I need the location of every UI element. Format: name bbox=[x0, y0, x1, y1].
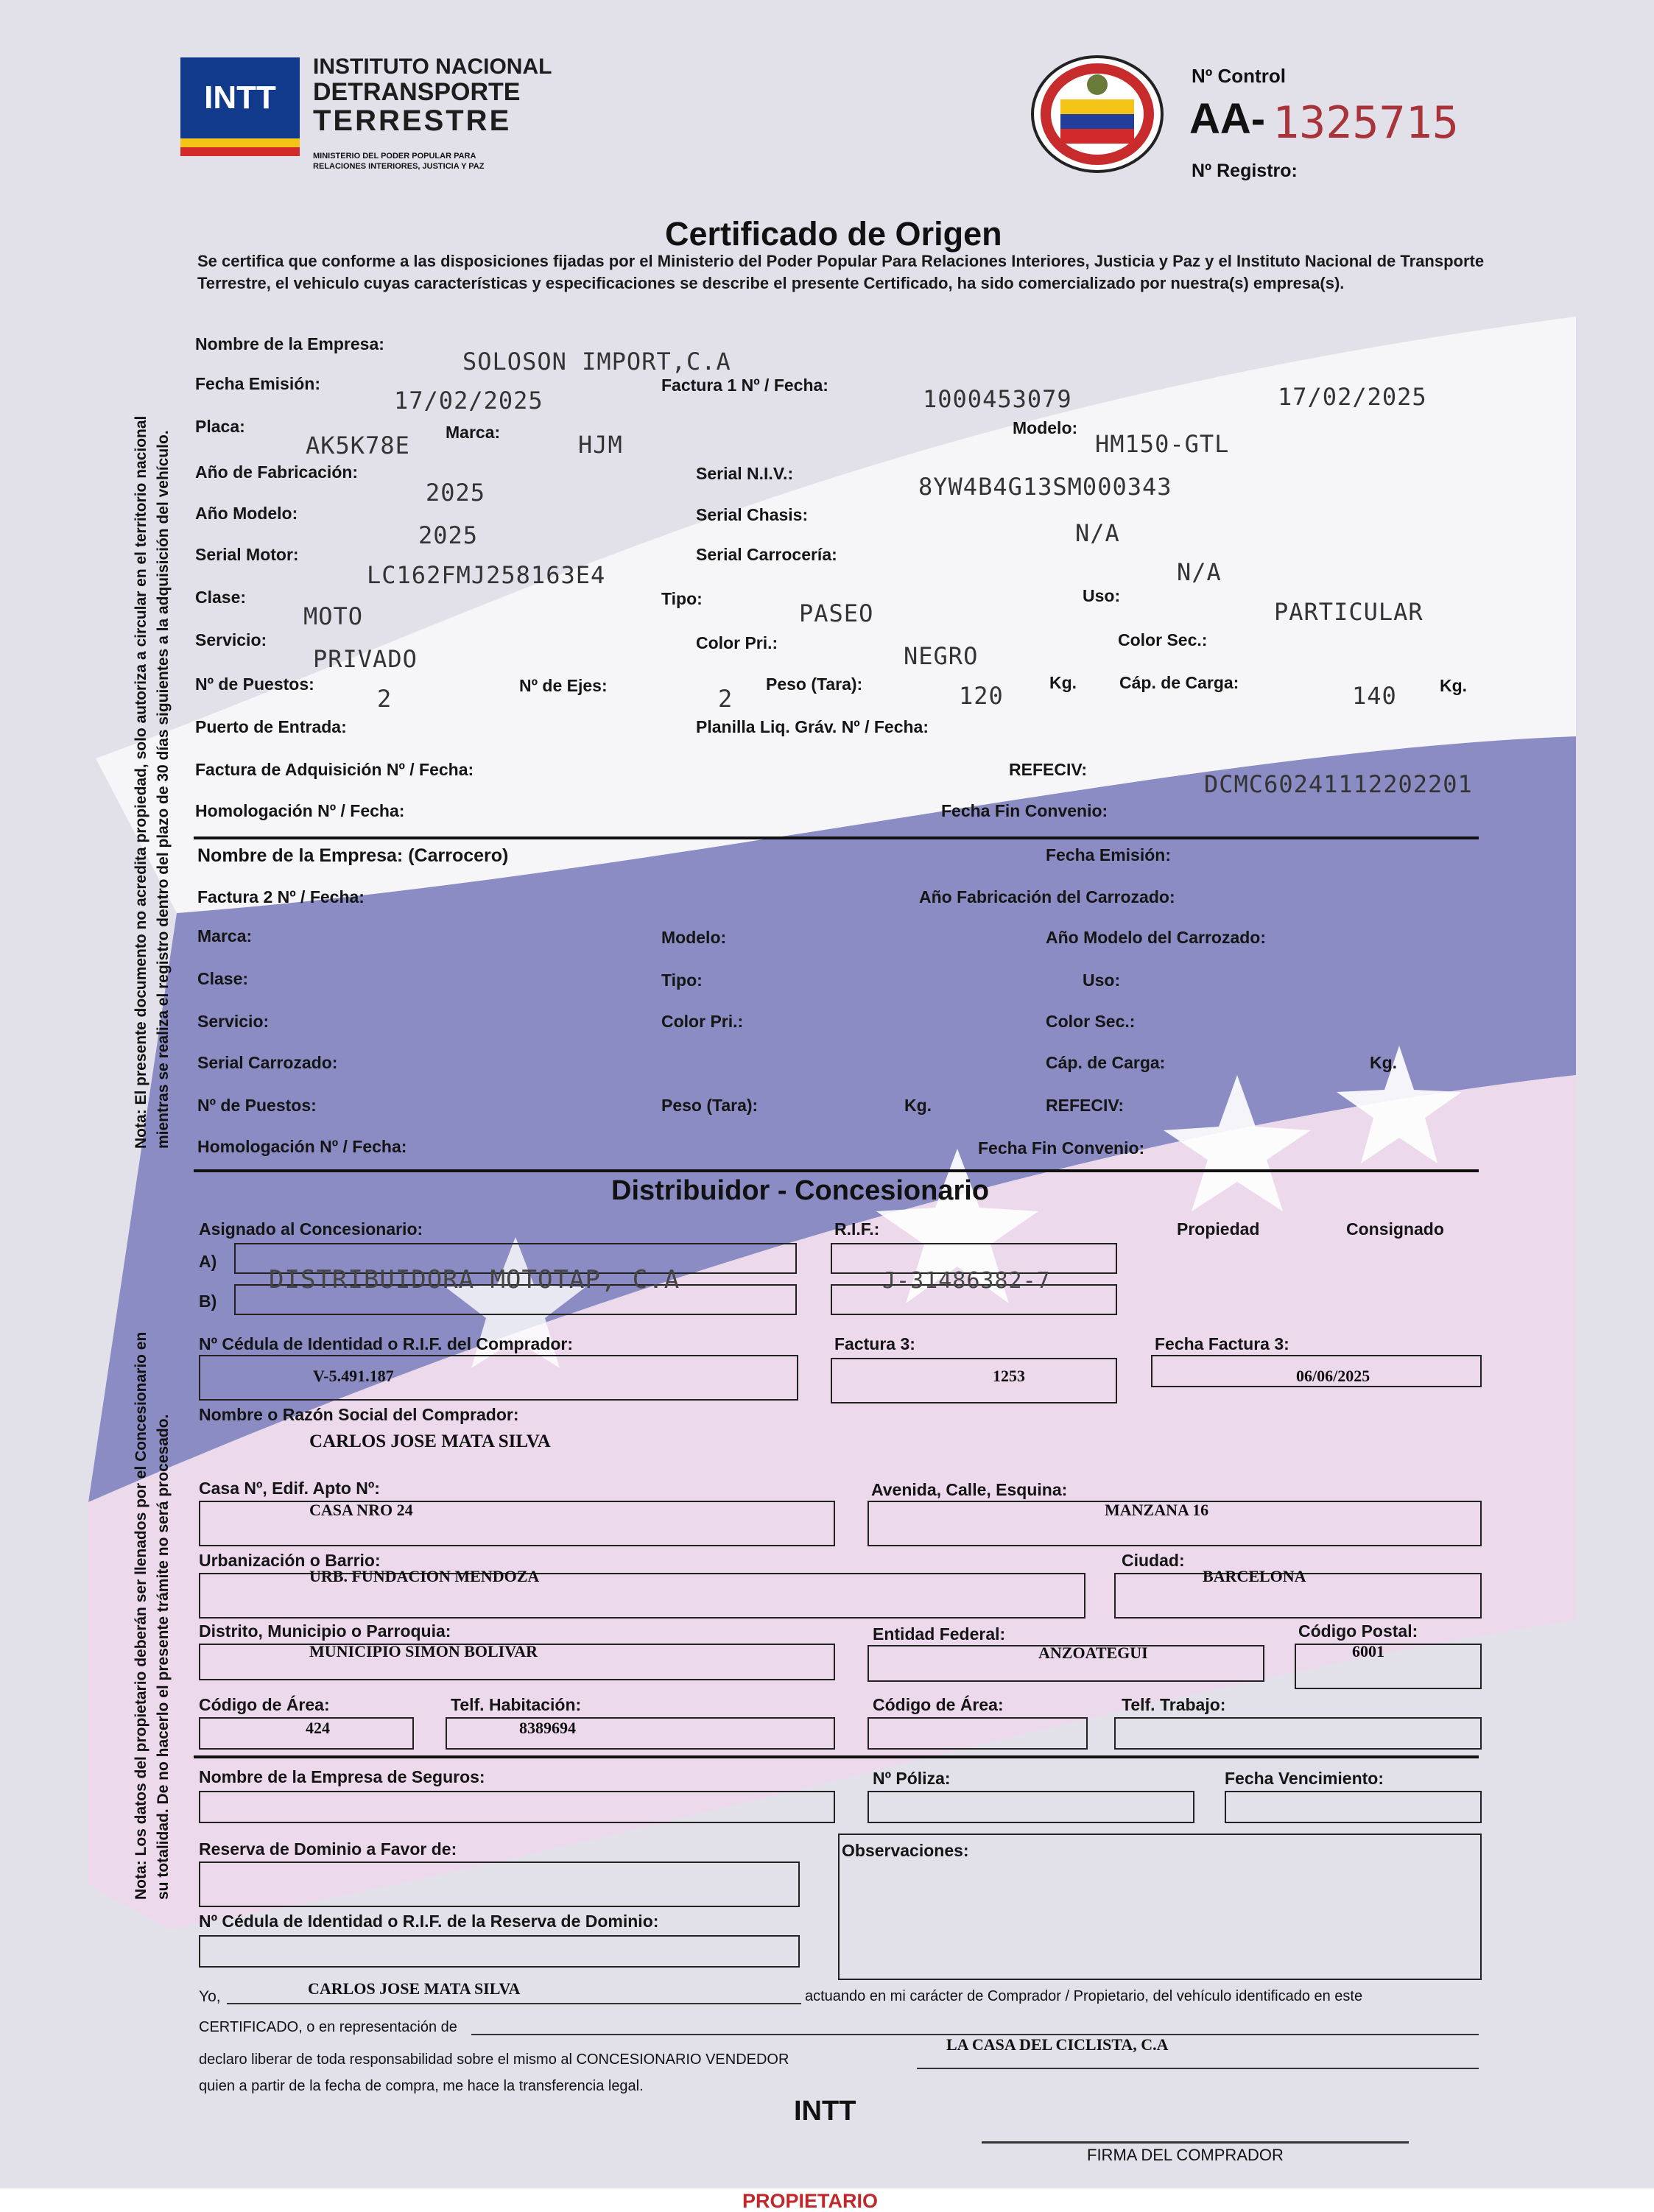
label-tipo: Tipo: bbox=[661, 589, 703, 608]
intt-logo: INTT bbox=[180, 57, 300, 138]
label-serial-carrozado: Serial Carrozado: bbox=[197, 1053, 338, 1072]
label-distrito: Distrito, Municipio o Parroquia: bbox=[199, 1621, 451, 1641]
value-serial-carroceria: N/A bbox=[1177, 558, 1222, 586]
copy-label: PROPIETARIO bbox=[742, 2190, 879, 2212]
label-carrocero-anio-fab: Año Fabricación del Carrozado: bbox=[919, 887, 1175, 906]
label-uso: Uso: bbox=[1083, 586, 1121, 605]
label-ciudad: Ciudad: bbox=[1122, 1551, 1185, 1570]
label-seguros: Nombre de la Empresa de Seguros: bbox=[199, 1767, 485, 1786]
value-servicio: PRIVADO bbox=[313, 645, 418, 673]
value-peso: 120 bbox=[959, 682, 1004, 710]
value-telf-hab: 8389694 bbox=[519, 1719, 576, 1737]
value-serial-chasis: N/A bbox=[1075, 519, 1120, 547]
label-telf-trab: Telf. Trabajo: bbox=[1122, 1695, 1226, 1714]
field-seguros[interactable] bbox=[199, 1791, 835, 1823]
document-title: Certificado de Origen bbox=[665, 215, 1002, 253]
label-carrocero-color-sec: Color Sec.: bbox=[1046, 1012, 1136, 1031]
line-firma bbox=[982, 2141, 1409, 2144]
label-puestos: Nº de Puestos: bbox=[195, 674, 314, 694]
label-codigo-postal: Código Postal: bbox=[1298, 1621, 1418, 1641]
intro-paragraph: Se certifica que conforme a las disposiciones fijadas por el Ministerio del Poder Popular Para Relaciones Interiores, Justicia y Paz y el Instituto Nacional de Transporte Terrestre, el vehiculo cuyas características y especificaciones se describe el presente Certificado, ha sido comercializado por nuestra(s) empresa(s). bbox=[197, 252, 1485, 292]
field-codigo-postal[interactable] bbox=[1295, 1644, 1482, 1689]
label-carrocero-fecha-emision: Fecha Emisión: bbox=[1046, 845, 1171, 864]
label-poliza: Nº Póliza: bbox=[873, 1769, 951, 1788]
label-carrocero-empresa: Nombre de la Empresa: (Carrocero) bbox=[197, 845, 509, 866]
value-distrito: MUNICIPIO SIMON BOLIVAR bbox=[309, 1642, 538, 1660]
field-cod-area-2[interactable] bbox=[868, 1717, 1088, 1750]
label-carrocero-cap-carga: Cáp. de Carga: bbox=[1046, 1053, 1166, 1072]
value-serial-niv: 8YW4B4G13SM000343 bbox=[918, 473, 1172, 501]
org-line-3: TERRESTRE bbox=[313, 105, 512, 137]
label-homologacion: Homologación Nº / Fecha: bbox=[195, 801, 405, 820]
value-clase: MOTO bbox=[303, 602, 364, 630]
label-carrocero-fecha-fin: Fecha Fin Convenio: bbox=[978, 1138, 1145, 1158]
declaration-line2: CERTIFICADO, o en representación de bbox=[199, 2019, 457, 2035]
label-carrocero-servicio: Servicio: bbox=[197, 1012, 270, 1031]
label-reserva: Reserva de Dominio a Favor de: bbox=[199, 1839, 457, 1859]
control-label: Nº Control bbox=[1192, 65, 1286, 87]
control-number: 1325715 bbox=[1273, 97, 1459, 149]
dealer-heading: Distribuidor - Concesionario bbox=[611, 1175, 990, 1206]
value-urbanizacion: URB. FUNDACION MENDOZA bbox=[309, 1567, 540, 1585]
label-cedula-comprador: Nº Cédula de Identidad o R.I.F. del Comprador: bbox=[199, 1334, 574, 1353]
label-carrocero-refeciv: REFECIV: bbox=[1046, 1096, 1125, 1115]
label-carrocero-modelo: Modelo: bbox=[661, 928, 727, 947]
label-carrocero-kg-peso: Kg. bbox=[904, 1096, 932, 1115]
value-placa: AK5K78E bbox=[306, 432, 410, 459]
declaration-line4: quien a partir de la fecha de compra, me hace la transferencia legal. bbox=[199, 2078, 644, 2094]
field-factura3[interactable] bbox=[831, 1358, 1117, 1403]
label-rif: R.I.F.: bbox=[834, 1219, 880, 1239]
label-serial-motor: Serial Motor: bbox=[195, 545, 299, 564]
label-anio-modelo: Año Modelo: bbox=[195, 504, 298, 523]
value-fecha-emision: 17/02/2025 bbox=[394, 387, 543, 415]
label-firma: FIRMA DEL COMPRADOR bbox=[1087, 2146, 1284, 2164]
label-empresa: Nombre de la Empresa: bbox=[195, 334, 384, 353]
value-uso: PARTICULAR bbox=[1274, 598, 1424, 626]
label-cod-area-2: Código de Área: bbox=[873, 1695, 1004, 1714]
label-refeciv: REFECIV: bbox=[1009, 760, 1088, 779]
line-yo bbox=[227, 2003, 801, 2004]
label-fecha-factura3: Fecha Factura 3: bbox=[1155, 1334, 1289, 1353]
ministry-line-1: MINISTERIO DEL PODER POPULAR PARA bbox=[313, 152, 476, 161]
label-carrocero-anio-modelo: Año Modelo del Carrozado: bbox=[1046, 928, 1266, 947]
footer-intt: INTT bbox=[794, 2096, 856, 2127]
label-fecha-venc: Fecha Vencimiento: bbox=[1225, 1769, 1384, 1788]
field-casa[interactable] bbox=[199, 1501, 835, 1546]
label-planilla: Planilla Liq. Gráv. Nº / Fecha: bbox=[696, 717, 929, 736]
label-cap-carga: Cáp. de Carga: bbox=[1119, 673, 1239, 692]
side-note-bottom-line2: su totalidad. De no hacerlo el presente trámite no será procesado. bbox=[155, 1414, 172, 1900]
label-fecha-fin: Fecha Fin Convenio: bbox=[941, 801, 1108, 820]
value-factura1-fecha: 17/02/2025 bbox=[1278, 383, 1427, 411]
value-anio-modelo: 2025 bbox=[418, 521, 479, 549]
field-cedula-reserva[interactable] bbox=[199, 1935, 800, 1968]
label-carrocero-kg-carga: Kg. bbox=[1370, 1053, 1398, 1072]
label-urbanizacion: Urbanización o Barrio: bbox=[199, 1551, 381, 1570]
label-kg-carga: Kg. bbox=[1440, 676, 1468, 695]
value-factura1-num: 1000453079 bbox=[923, 385, 1072, 413]
value-concesionario: DISTRIBUIDORA MOTOTAP, C.A bbox=[269, 1265, 680, 1295]
value-anio-fab: 2025 bbox=[426, 479, 486, 507]
label-asignado: Asignado al Concesionario: bbox=[199, 1219, 423, 1239]
label-marca: Marca: bbox=[446, 423, 501, 442]
label-fecha-emision: Fecha Emisión: bbox=[195, 374, 320, 393]
value-tipo: PASEO bbox=[799, 599, 874, 627]
label-clase: Clase: bbox=[195, 588, 247, 607]
label-placa: Placa: bbox=[195, 417, 245, 436]
label-servicio: Servicio: bbox=[195, 630, 267, 649]
label-row-b: B) bbox=[199, 1292, 217, 1311]
value-cap-carga: 140 bbox=[1352, 682, 1397, 710]
label-color-pri: Color Pri.: bbox=[696, 633, 778, 652]
value-puestos: 2 bbox=[377, 685, 393, 713]
side-note-bottom-line1: Nota: Los datos del propietario deberán ser llenados por el Concesionario en bbox=[133, 1331, 149, 1900]
label-carrocero-homologacion: Homologación Nº / Fecha: bbox=[197, 1137, 407, 1156]
label-telf-hab: Telf. Habitación: bbox=[451, 1695, 582, 1714]
seal-emblem bbox=[1027, 52, 1167, 177]
label-yo: Yo, bbox=[199, 1988, 221, 2005]
field-reserva[interactable] bbox=[199, 1861, 800, 1907]
label-carrocero-puestos: Nº de Puestos: bbox=[197, 1096, 317, 1115]
logo-stripe-yellow bbox=[180, 138, 300, 147]
field-telf-trab[interactable] bbox=[1114, 1717, 1482, 1750]
divider-3 bbox=[194, 1755, 1479, 1758]
value-comprador: CARLOS JOSE MATA SILVA bbox=[309, 1431, 551, 1451]
value-modelo: HM150-GTL bbox=[1095, 430, 1230, 458]
logo-stripe-red bbox=[180, 147, 300, 156]
label-factura1: Factura 1 Nº / Fecha: bbox=[661, 376, 828, 395]
label-row-a: A) bbox=[199, 1252, 217, 1271]
label-carrocero-marca: Marca: bbox=[197, 926, 253, 945]
declaration-line1: actuando en mi carácter de Comprador / Propietario, del vehículo identificado en este bbox=[805, 1988, 1363, 2004]
label-carrocero-uso: Uso: bbox=[1083, 971, 1121, 990]
value-cod-area: 424 bbox=[306, 1719, 330, 1737]
value-serial-motor: LC162FMJ258163E4 bbox=[367, 561, 606, 589]
value-factura3: 1253 bbox=[993, 1367, 1025, 1385]
label-factura3: Factura 3: bbox=[834, 1334, 915, 1353]
label-carrocero-clase: Clase: bbox=[197, 969, 249, 988]
value-ejes: 2 bbox=[718, 685, 733, 713]
field-observaciones[interactable] bbox=[838, 1834, 1482, 1980]
ministry-line-2: RELACIONES INTERIORES, JUSTICIA Y PAZ bbox=[313, 162, 485, 171]
value-marca: HJM bbox=[578, 431, 623, 459]
side-note-top-line1: Nota: El presente documento no acredita propiedad, solo autoriza a circular en el territorio nacional bbox=[133, 415, 149, 1149]
value-cedula: V-5.491.187 bbox=[313, 1367, 394, 1385]
value-color-pri: NEGRO bbox=[904, 642, 979, 670]
declaration-line3: declaro liberar de toda responsabilidad sobre el mismo al CONCESIONARIO VENDEDOR bbox=[199, 2051, 789, 2068]
label-ejes: Nº de Ejes: bbox=[519, 676, 608, 695]
value-casa: CASA NRO 24 bbox=[309, 1501, 413, 1519]
divider-1 bbox=[194, 836, 1479, 839]
label-carrocero-tipo: Tipo: bbox=[661, 971, 703, 990]
org-line-1: INSTITUTO NACIONAL bbox=[313, 54, 552, 79]
field-fecha-venc[interactable] bbox=[1225, 1791, 1482, 1823]
line-vendedor bbox=[917, 2068, 1479, 2069]
label-serial-chasis: Serial Chasis: bbox=[696, 505, 809, 524]
label-avenida: Avenida, Calle, Esquina: bbox=[871, 1480, 1068, 1499]
value-empresa: SOLOSON IMPORT,C.A bbox=[462, 348, 731, 376]
label-factura-adq: Factura de Adquisición Nº / Fecha: bbox=[195, 760, 474, 779]
label-serial-niv: Serial N.I.V.: bbox=[696, 464, 794, 483]
org-line-2: DETRANSPORTE bbox=[313, 78, 521, 106]
label-consignado: Consignado bbox=[1346, 1219, 1444, 1239]
label-observaciones: Observaciones: bbox=[842, 1841, 969, 1860]
value-rif: J-31486382-7 bbox=[882, 1268, 1051, 1294]
label-cod-area-1: Código de Área: bbox=[199, 1695, 330, 1714]
label-entidad: Entidad Federal: bbox=[873, 1624, 1006, 1644]
value-refeciv: DCMC60241112202201 bbox=[1204, 770, 1473, 798]
value-vendedor: LA CASA DEL CICLISTA, C.A bbox=[946, 2035, 1169, 2054]
value-yo: CARLOS JOSE MATA SILVA bbox=[308, 1979, 521, 1998]
value-entidad: ANZOATEGUI bbox=[1038, 1644, 1148, 1662]
registro-label: Nº Registro: bbox=[1192, 161, 1298, 181]
field-telf-hab[interactable] bbox=[446, 1717, 835, 1750]
field-cedula-comprador[interactable] bbox=[199, 1355, 798, 1401]
label-modelo: Modelo: bbox=[1013, 418, 1078, 437]
value-codigo-postal: 6001 bbox=[1352, 1642, 1384, 1660]
value-ciudad: BARCELONA bbox=[1203, 1567, 1306, 1585]
label-propiedad: Propiedad bbox=[1177, 1219, 1260, 1239]
label-cedula-reserva: Nº Cédula de Identidad o R.I.F. de la Reserva de Dominio: bbox=[199, 1912, 659, 1931]
value-avenida: MANZANA 16 bbox=[1105, 1501, 1209, 1519]
label-carrocero-peso: Peso (Tara): bbox=[661, 1096, 759, 1115]
side-note-top-line2: mientras se realiza el registro dentro del plazo de 30 días siguientes a la adquisición del vehículo. bbox=[155, 430, 172, 1149]
value-fecha-factura3: 06/06/2025 bbox=[1296, 1367, 1370, 1385]
label-anio-fab: Año de Fabricación: bbox=[195, 462, 359, 482]
label-factura2: Factura 2 Nº / Fecha: bbox=[197, 887, 365, 906]
label-kg-peso: Kg. bbox=[1049, 673, 1077, 692]
field-poliza[interactable] bbox=[868, 1791, 1194, 1823]
label-peso: Peso (Tara): bbox=[766, 674, 863, 694]
label-carrocero-color-pri: Color Pri.: bbox=[661, 1012, 744, 1031]
label-color-sec: Color Sec.: bbox=[1118, 630, 1208, 649]
label-casa: Casa Nº, Edif. Apto Nº: bbox=[199, 1479, 380, 1498]
label-nombre-comprador: Nombre o Razón Social del Comprador: bbox=[199, 1405, 519, 1424]
control-prefix: AA- bbox=[1189, 95, 1266, 143]
label-puerto: Puerto de Entrada: bbox=[195, 717, 347, 736]
divider-2 bbox=[194, 1169, 1479, 1172]
label-serial-carroceria: Serial Carrocería: bbox=[696, 545, 837, 564]
